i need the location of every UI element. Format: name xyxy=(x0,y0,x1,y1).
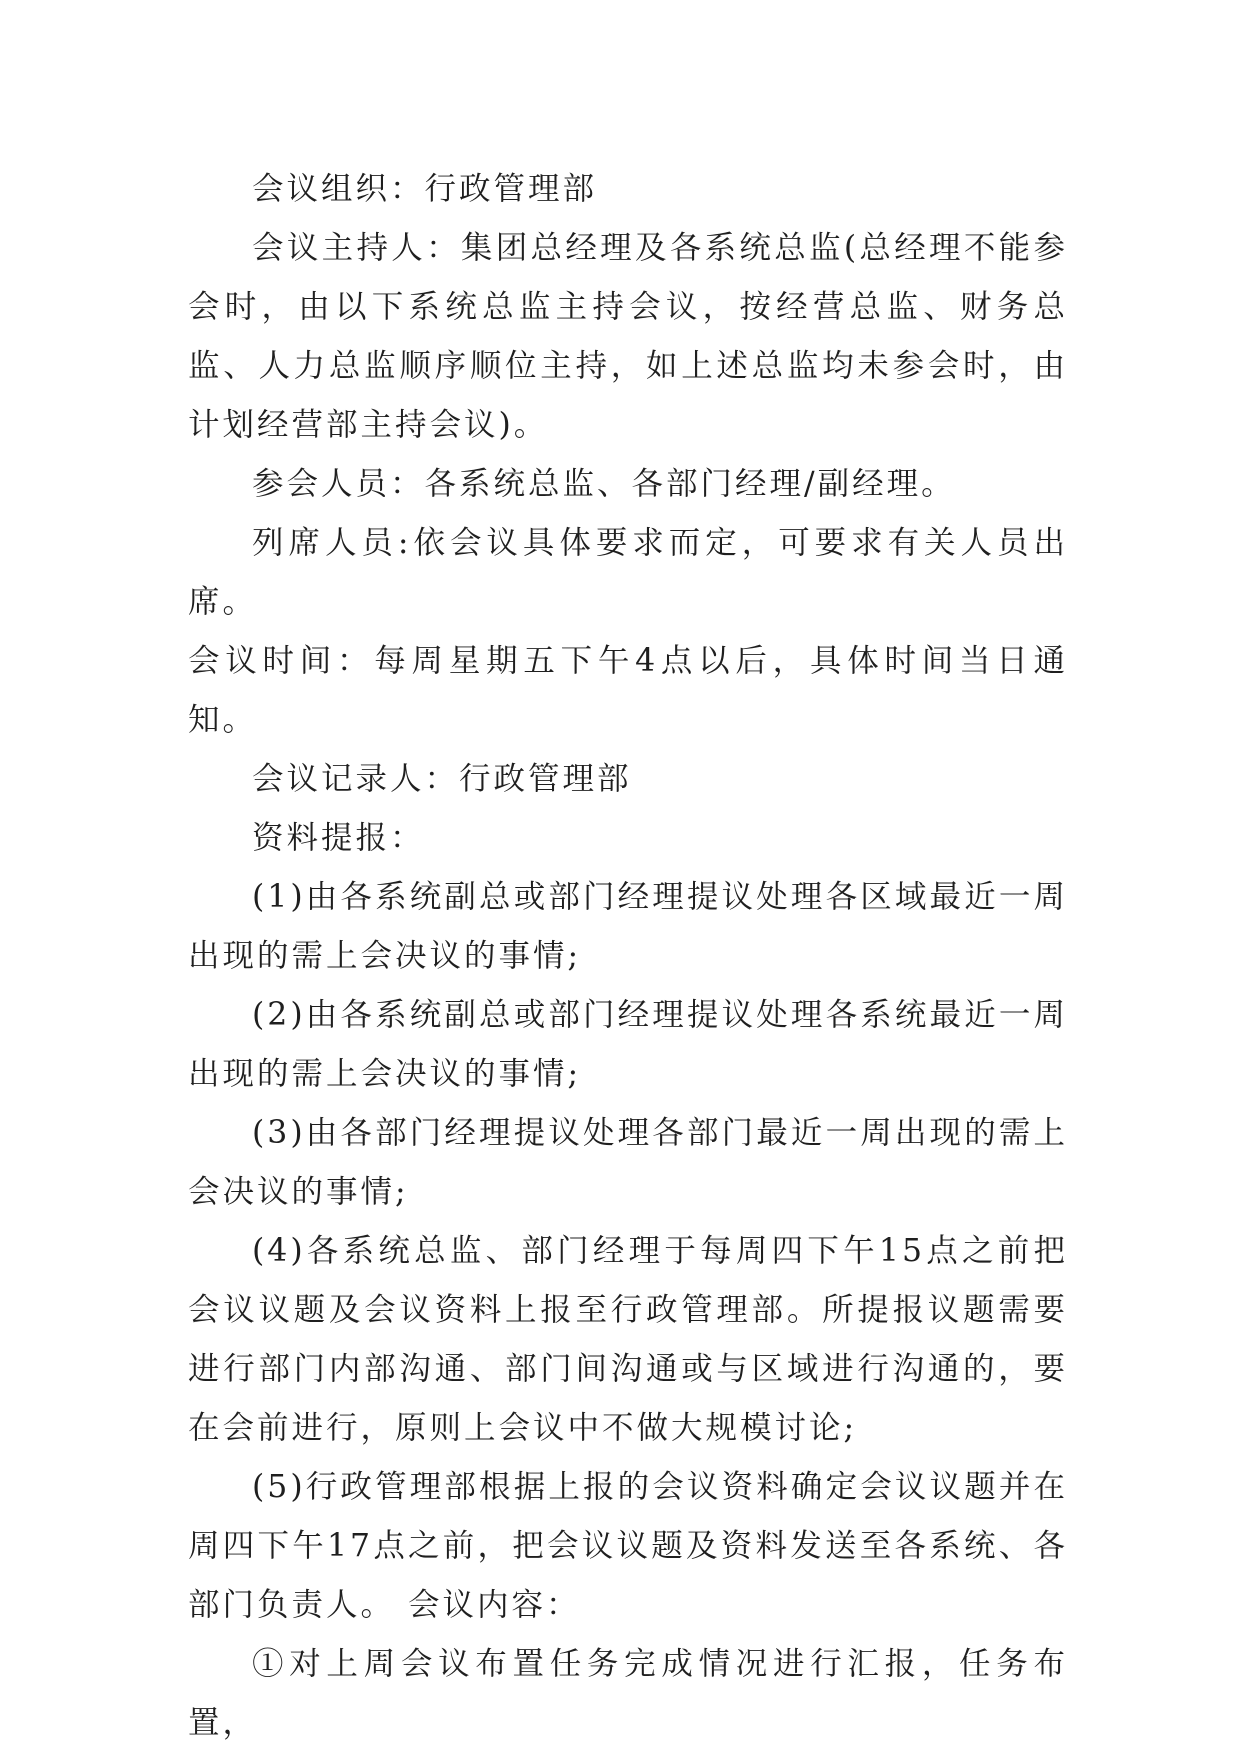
paragraph-observers: 列席人员:依会议具体要求而定，可要求有关人员出席。 xyxy=(188,525,1068,620)
paragraph-meeting-time: 会议时间：每周星期五下午4点以后，具体时间当日通知。 xyxy=(188,643,1068,738)
document-body xyxy=(188,160,1068,1753)
paragraph-materials-item-4: (4)各系统总监、部门经理于每周四下午15点之前把会议议题及会议资料上报至行政管理部。所提报议题需要进行部门内部沟通、部门间沟通或与区域进行沟通的，要在会前进行，原则上会议中不做大规模讨论; xyxy=(188,1233,1068,1446)
paragraph-materials-heading: 资料提报： xyxy=(252,820,425,856)
paragraph-content-item-1: ①对上周会议布置任务完成情况进行汇报，任务布置， xyxy=(188,1646,1068,1741)
paragraph-attendees: 参会人员：各系统总监、各部门经理/副经理。 xyxy=(252,466,956,502)
paragraph-meeting-organizer: 会议组织：行政管理部 xyxy=(252,171,598,207)
paragraph-materials-item-3: (3)由各部门经理提议处理各部门最近一周出现的需上会决议的事情; xyxy=(188,1115,1068,1210)
paragraph-materials-item-5: (5)行政管理部根据上报的会议资料确定会议议题并在周四下午17点之前，把会议议题及资料发送至各系统、各部门负责人。 会议内容： xyxy=(188,1469,1068,1623)
paragraph-meeting-host: 会议主持人：集团总经理及各系统总监(总经理不能参会时，由以下系统总监主持会议，按经营总监、财务总监、人力总监顺序顺位主持，如上述总监均未参会时，由计划经营部主持会议)。 xyxy=(188,230,1068,443)
paragraph-materials-item-2: (2)由各系统副总或部门经理提议处理各系统最近一周出现的需上会决议的事情; xyxy=(188,997,1068,1092)
paragraph-recorder: 会议记录人：行政管理部 xyxy=(252,761,632,797)
paragraph-materials-item-1: (1)由各系统副总或部门经理提议处理各区域最近一周出现的需上会决议的事情; xyxy=(188,879,1068,974)
